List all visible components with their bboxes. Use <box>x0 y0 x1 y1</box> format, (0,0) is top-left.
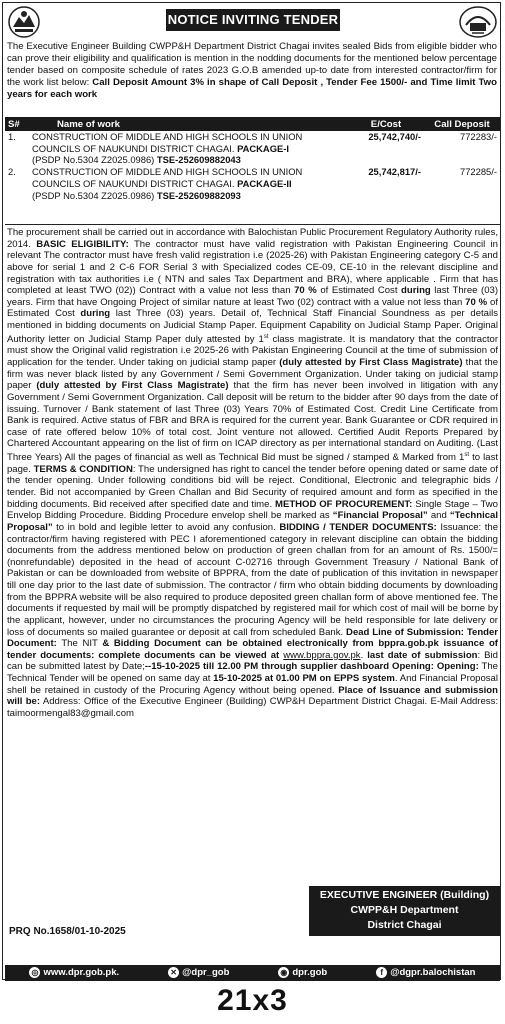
header-call-deposit: Call Deposit <box>424 117 500 131</box>
row-work-name <box>29 166 348 201</box>
body-text: last Three (03) years. Detail of, Technical Staff Financial Soundness as per details mentioned in bidding documents on Judicial Stamp Paper. Equipment Capability on Judicial Stamp Paper. Original Authority letter on Judicial Stamp Paper duly attested by 1 <box>7 308 498 345</box>
body-text: The procurement shall be carried out in accordance with Balochistan Public Procurement Regulatory Authority rules, 2014. <box>7 227 498 250</box>
body-text: that the firm was never black listed by any Government / Semi Government Organization. Under taking on judicial stamp paper <box>7 357 498 392</box>
body-text: . <box>360 649 368 661</box>
issuing-office-box <box>309 886 500 936</box>
prq-number: PRQ No.1658/01-10-2025 <box>9 926 126 937</box>
body-text: Address: Office of the Executive Engineer (Building) CWP&H Department District Chagai. E-Mail Address: taimoormengal83@gmail.com <box>7 696 498 719</box>
superscript: st <box>263 333 269 340</box>
row-sn: 1. <box>8 131 16 142</box>
header-name-of-work: Name of work <box>29 117 348 131</box>
body-text: last Three (03) years. Firm that have Ongoing Project of similar nature at least Two (02) contract with a value not less than <box>7 285 499 308</box>
intro-deposit-terms: Call Deposit Amount 3% in shape of Call Deposit , Tender Fee 1500/- and Time limit Two years for each work <box>7 76 497 100</box>
notice-frame <box>2 2 501 980</box>
notice-title: NOTICE INVITING TENDER <box>166 9 340 31</box>
body-bold: 15-10-2025 at 01.00 PM on EPPS system <box>213 673 395 685</box>
facebook-icon: f <box>376 967 387 978</box>
terms-body <box>7 227 498 720</box>
ad-size-label: 21x3 <box>217 984 288 1017</box>
deadline-heading: Dead Line of Submission: Tender Document: <box>7 626 499 650</box>
body-text: Issuance: the contractor/firm having registered with PEC I aforementioned category in relevant discipline can obtain the bidding documents from the address mentioned below on production of green challan from for an amount of Rs. 1500/= (nonrefundable) deposited in the head of account C-02716 through Government Treasury / National Bank of Pakistan or can be downloaded from website of BPPRA, from the date of publication of this invitation in newspaper till one day prior to the last date of submission. The contractor / firm who obtain bidding documents by downloading from the BPPRA website will be also required to produce deposited green challan form of above mentioned fee. The documents if requested by mail will be promptly dispatched by registered mail for which cost of mail will be borne by the applicant, however, under no circumstances the procuring Agency will be held responsible for late delivery or loss of documents so mailed guarantee or deposit at call from scheduled Bank. <box>7 521 498 638</box>
social-text: @dgpr.balochistan <box>390 967 476 979</box>
instagram-icon: ◉ <box>278 967 289 978</box>
row-call-deposit: 772283/- <box>459 131 497 142</box>
work-line2: COUNCILS OF NAUKUNDI DISTRICT CHAGAI. <box>32 177 235 189</box>
header-sn: S# <box>5 117 29 131</box>
body-text: The contractor must have valid registration with Pakistan Engineering Council in relevant The contractor must have fresh valid registration i.e (2025-26) with Pakistan Engineering category C-5 and above for serial 1 and 2 C-6 FOR Serial 3 with Specialized codes CE-09, CE-10 in the relevant discipline and registration with tax authorities i.e ( NTN and sales Tax Department and BRA), where applicable . Firm that has completed at least TWO (02)) Contract with a value not less than <box>7 238 498 297</box>
body-text: and <box>427 510 450 522</box>
work-psdp: (PSDP No.5304 Z2025.0986) <box>32 154 155 166</box>
globe-icon: ◎ <box>29 967 40 978</box>
social-item-facebook[interactable] <box>376 967 475 978</box>
work-psdp: (PSDP No.5304 Z2025.0986) <box>32 189 155 201</box>
row-sn: 2. <box>8 166 16 178</box>
terms-heading: TERMS & CONDITION <box>33 463 133 475</box>
body-bold: 70 % <box>465 296 488 308</box>
intro-text: The Executive Engineer Building CWPP&H Department District Chagai invites sealed Bids from eligible bidder who can prove their eligibility and qualification is mention in the nodding documents for the mentioned below percentage tender based on composite schedule of rates 2023 G.O.B amended up-to date from interested contractor/firm for the work list below: <box>7 41 497 88</box>
body-bold: “Technical Proposal” <box>7 510 498 533</box>
office-line1: EXECUTIVE ENGINEER (Building) <box>319 889 490 901</box>
body-bold: (duly attested by First Class Magistrate) <box>36 380 229 392</box>
row-call-deposit: 772285/- <box>459 166 497 178</box>
header-ecost: E/Cost <box>348 117 424 131</box>
table-row <box>5 166 500 201</box>
body-text: to in bold and legible letter to avoid any confusion. <box>52 521 280 533</box>
work-line2: COUNCILS OF NAUKUNDI DISTRICT CHAGAI. <box>32 142 235 154</box>
social-text: dpr.gob <box>292 967 328 979</box>
work-tse: TSE-252609882093 <box>156 189 241 201</box>
table-header-row <box>5 117 500 131</box>
intro-paragraph <box>7 41 497 101</box>
body-text: The Technical Tender will be opened on same day at <box>7 661 498 685</box>
body-text: . And Financial Proposal shell be retained in custody of the Procuring Agency without being opened. <box>7 673 498 696</box>
body-text: to last page. <box>7 452 498 475</box>
work-package: PACKAGE-I <box>237 142 289 154</box>
basic-eligibility-heading: BASIC ELIGIBILITY: <box>36 238 129 250</box>
body-text: Single Stage – Two Envelop Bidding Procedure. Bidding Procedure envelop shell be marked as <box>7 498 498 522</box>
work-line1: CONSTRUCTION OF MIDDLE AND HIGH SCHOOLS IN UNION <box>32 131 303 142</box>
body-text: class magistrate. It is mandatory that the contractor must show the Original valid registration i.e 2025-26 with Pakistan Engineering Council at the time of submission of application for the tender. Under taking on judicial stamp paper <box>7 333 499 369</box>
social-text: @dpr_gob <box>182 967 230 979</box>
table-row <box>5 131 500 166</box>
balochistan-emblem-logo <box>7 5 41 39</box>
row-ecost: 25,742,817/- <box>368 166 421 178</box>
row-work-name <box>29 131 348 166</box>
body-text: : Bid can be submitted latest by Date; <box>7 649 498 673</box>
works-table <box>5 117 500 201</box>
body-bold: (duly attested by First Class Magistrate) <box>279 357 463 369</box>
body-bold: “Financial Proposal” <box>332 510 428 522</box>
social-item-instagram[interactable] <box>278 967 327 978</box>
table-divider <box>5 224 500 225</box>
body-bold: during <box>401 285 431 297</box>
social-text: www.dpr.gob.pk. <box>43 967 120 979</box>
body-bold: last date of submission <box>367 649 478 661</box>
body-bold: --15-10-2025 till 12.00 PM through supplier dashboard Opening: Opening: <box>144 661 479 673</box>
notice-header <box>3 3 502 43</box>
row-ecost: 25,742,740/- <box>368 131 421 142</box>
work-tse: TSE-252609882043 <box>156 154 241 166</box>
office-line2: CWPP&H Department <box>350 904 459 916</box>
body-text: : The undersigned has right to cancel the tender before opening dated or same date of the tender opening. Under following conditions bid will be reject. Conditional, Electronic and telegraphic bids / tender. Bid not accompanied by Green Challan and Bid Security of required amount and form as specified in the bidding documents. Bid received after specified date and time. <box>7 463 498 510</box>
body-bold: Place of Issuance and submission will be: <box>7 684 498 708</box>
bppra-link[interactable]: www.bppra.gov.pk <box>283 649 361 661</box>
body-bold: during <box>80 308 111 320</box>
body-text: of Estimated Cost <box>316 285 402 297</box>
social-item-web[interactable] <box>29 967 119 978</box>
cwpph-department-logo <box>458 5 498 39</box>
work-package: PACKAGE-II <box>237 177 292 189</box>
work-line1: CONSTRUCTION OF MIDDLE AND HIGH SCHOOLS IN UNION <box>32 166 303 178</box>
body-text: The NIT <box>56 638 103 650</box>
bidding-documents-heading: BIDDING / TENDER DOCUMENTS: <box>279 521 437 533</box>
body-text: of Estimated Cost <box>7 296 499 320</box>
body-bold: & Bidding Document can be obtained electronically from bppra.gob.pk issuance of tender documents: complete documents can be viewed at <box>7 638 498 661</box>
office-line3: District Chagai <box>367 919 442 931</box>
method-heading: METHOD OF PROCUREMENT: <box>275 498 413 510</box>
superscript: st <box>464 452 470 459</box>
social-item-twitter[interactable] <box>168 967 229 978</box>
body-text: that the firm has never been involved in litigation with any Government / Semi Government Organization. Call deposit will be return to the bidder after 90 days from the date of issuing. Turnover / Bank statement of last Three (03) Years 70% of Estimated Cost. Credit Line Certificate from Bank is required. Active status of FBR and BRA is required for the current year. Bank Guarantee or CDR required in case of rate offered below 10% of total cost. Joint venture not allowed. Certified Audit Reports Prepared by Chartered Accountant appearing on the list of firm on ICAP directory as per international standard on Auditing. (Last Three Years) All the pages of financial as well as Technical Bid must be signed / stamped & Marked from 1 <box>7 380 498 464</box>
body-bold: 70 % <box>294 285 317 297</box>
social-bar <box>5 965 500 981</box>
twitter-icon: ✕ <box>168 967 179 978</box>
